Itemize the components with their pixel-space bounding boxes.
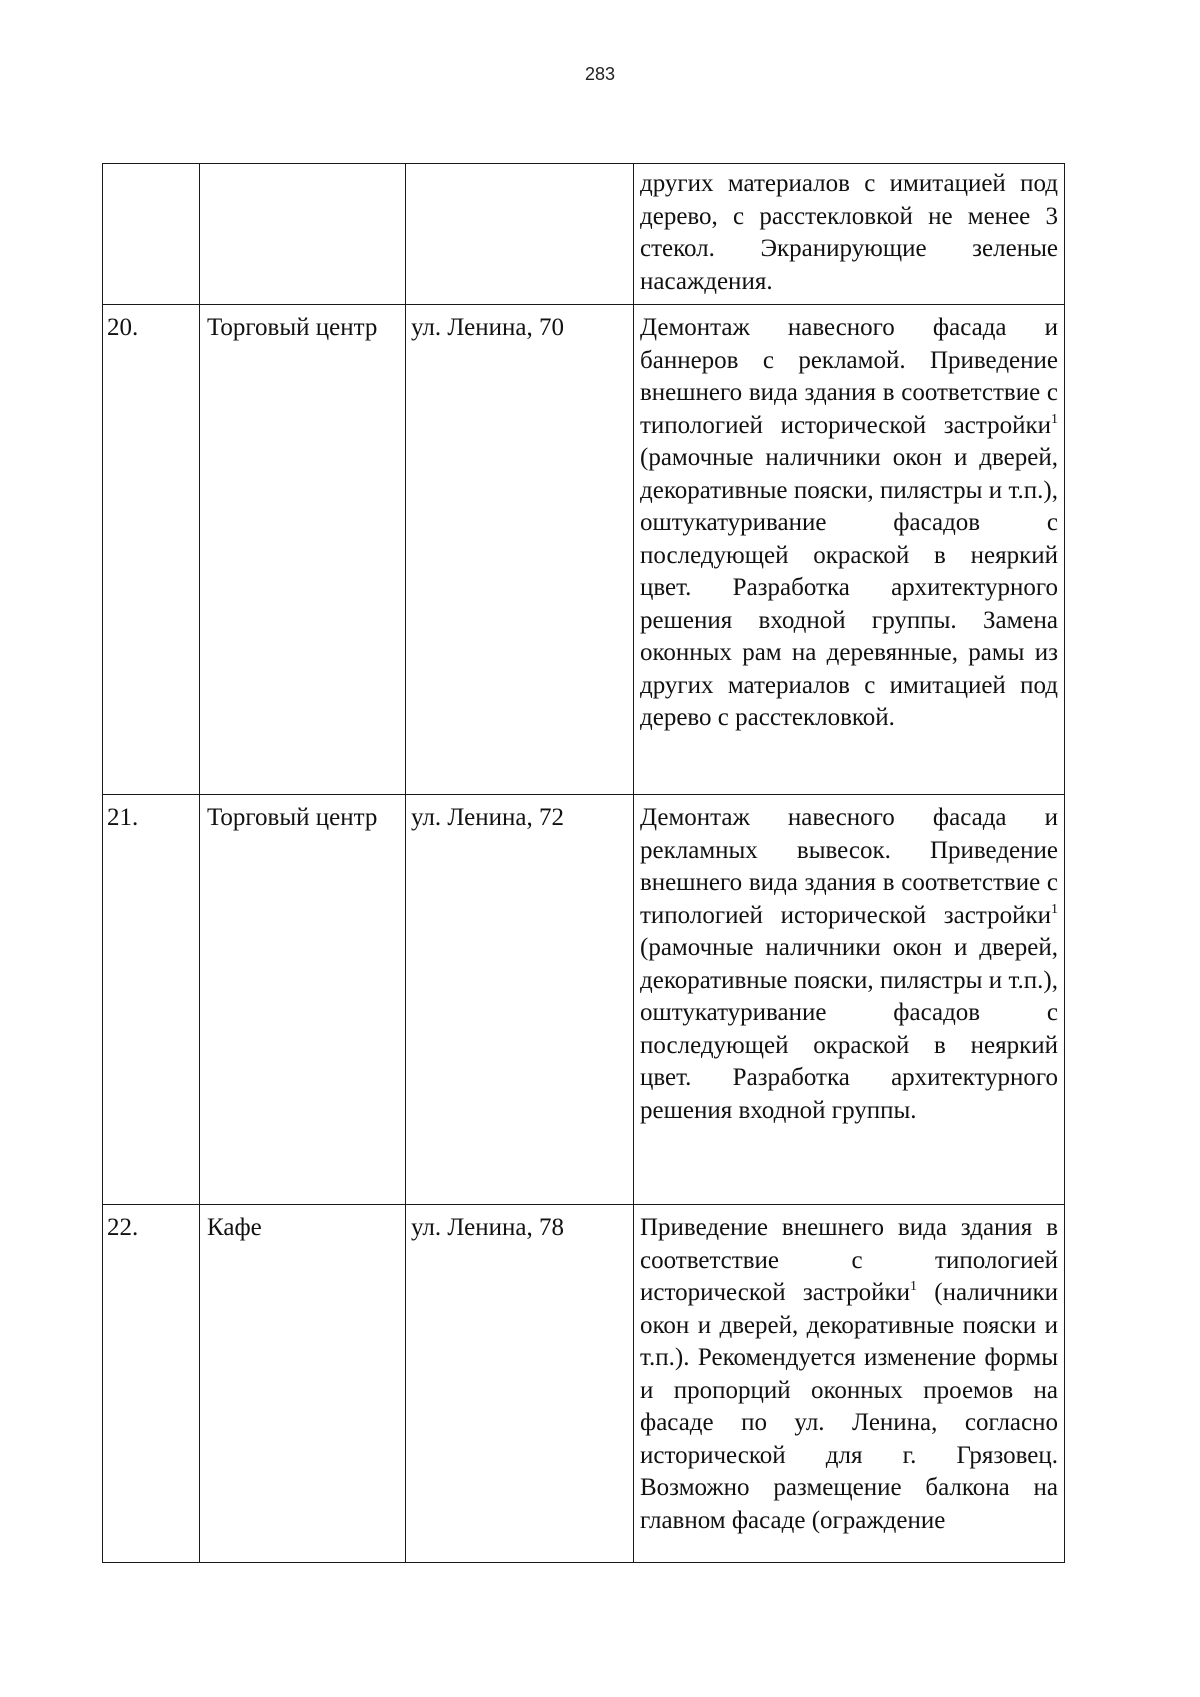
row-number: 21. (103, 795, 200, 1205)
object-name: Торговый центр (200, 305, 406, 795)
object-name (200, 164, 406, 305)
recommendation-text (634, 1205, 1065, 1563)
object-name: Кафе (200, 1205, 406, 1563)
footnote-marker: 1 (1051, 411, 1058, 427)
footnote-marker: 1 (1051, 901, 1058, 917)
object-address: ул. Ленина, 70 (406, 305, 634, 795)
table-row-22 (103, 1205, 1065, 1563)
object-name: Торговый центр (200, 795, 406, 1205)
recommendation-tail-text: (рамочные наличники окон и дверей, декоративные пояски, пилястры и т.п.), оштукатуривание фасадов с последующей окраской в неяркий цвет. Разработка архитектурного решения входной группы. (640, 934, 1058, 1124)
recommendation-text (634, 164, 1065, 305)
footnote-marker: 1 (910, 1279, 918, 1294)
recommendations-table (102, 163, 1065, 1563)
row-number: 22. (103, 1205, 200, 1563)
recommendation-text (634, 795, 1065, 1205)
object-address: ул. Ленина, 72 (406, 795, 634, 1205)
table-row-continuation (103, 164, 1065, 305)
object-address (406, 164, 634, 305)
row-number (103, 164, 200, 305)
recommendation-tail-text: (рамочные наличники окон и дверей, декоративные пояски, пилястры и т.п.), оштукатуривание фасадов с последующей окраской в неяркий цвет. Разработка архитектурного решения входной группы. Замена оконных рам на деревянные, рамы из других материалов с имитацией под дерево с расстекловкой. (640, 444, 1058, 731)
row-number: 20. (103, 305, 200, 795)
object-address: ул. Ленина, 78 (406, 1205, 634, 1563)
recommendation-main-text: других материалов с имитацией под дерево, с расстекловкой не менее 3 стекол. Экранирующие зеленые насаждения. (640, 170, 1058, 295)
table-row-20 (103, 305, 1065, 795)
recommendation-main-text: Приведение внешнего вида здания в соответствие с типологией исторической застройки (640, 1214, 1058, 1306)
recommendation-text (634, 305, 1065, 795)
recommendation-main-text: Демонтаж навесного фасада и баннеров с рекламой. Приведение внешнего вида здания в соответствие с типологией исторической застройки (640, 314, 1058, 439)
recommendation-main-text: Демонтаж навесного фасада и рекламных вывесок. Приведение внешнего вида здания в соответствие с типологией исторической застройки (640, 804, 1058, 929)
recommendation-tail-text: (наличники окон и дверей, декоративные пояски и т.п.). Рекомендуется изменение формы и пропорций оконных проемов на фасаде по ул. Ленина, согласно исторической для г. Грязовец. Возможно размещение балкона на главном фасаде (ограждение (640, 1279, 1058, 1534)
table-row-21 (103, 795, 1065, 1205)
page-number: 283 (584, 64, 616, 84)
